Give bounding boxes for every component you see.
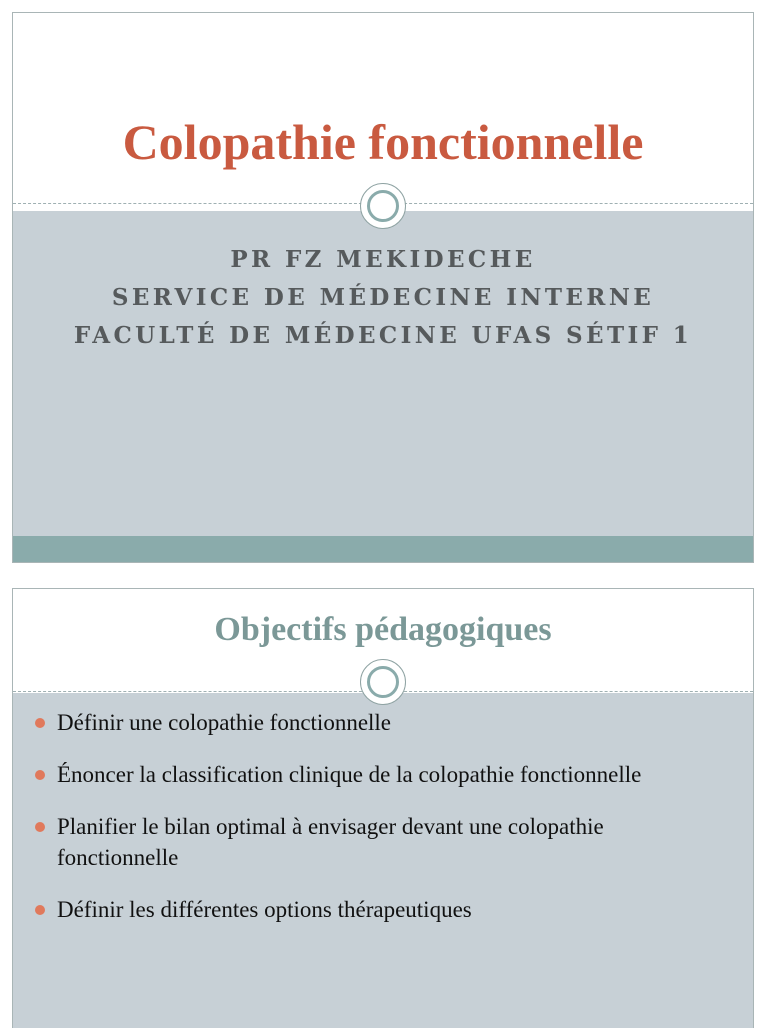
slide-title [12, 12, 754, 563]
list-item [35, 894, 729, 925]
section-title: Objectifs pédagogiques [214, 611, 552, 648]
slide-objectives [12, 588, 754, 1028]
bullet-dot-icon [35, 718, 45, 728]
faculty: FACULTÉ DE MÉDECINE UFAS SÉTIF 1 [73, 322, 693, 349]
objectives-list [35, 707, 729, 946]
objective-text: Définir les différentes options thérapeutiques [57, 897, 472, 922]
author-name: PR FZ MEKIDECHE [230, 246, 536, 273]
bullet-dot-icon [35, 770, 45, 780]
subtitle-zone [13, 211, 753, 537]
circle-ornament-icon [360, 659, 406, 705]
author-block [13, 241, 753, 355]
footer-band [13, 536, 753, 562]
objective-text: Planifier le bilan optimal à envisager devant une colopathie fonctionnelle [57, 814, 604, 870]
circle-ornament-icon [360, 183, 406, 229]
title-zone [13, 13, 753, 205]
bullet-dot-icon [35, 905, 45, 915]
objective-text: Définir une colopathie fonctionnelle [57, 710, 392, 735]
objective-text: Énoncer la classification clinique de la colopathie fonctionnelle [57, 762, 642, 787]
list-item [35, 759, 729, 790]
presentation-title: Colopathie fonctionnelle [122, 114, 644, 170]
list-item [35, 707, 729, 738]
bullet-dot-icon [35, 822, 45, 832]
list-item [35, 811, 729, 873]
department: SERVICE DE MÉDECINE INTERNE [111, 284, 655, 311]
